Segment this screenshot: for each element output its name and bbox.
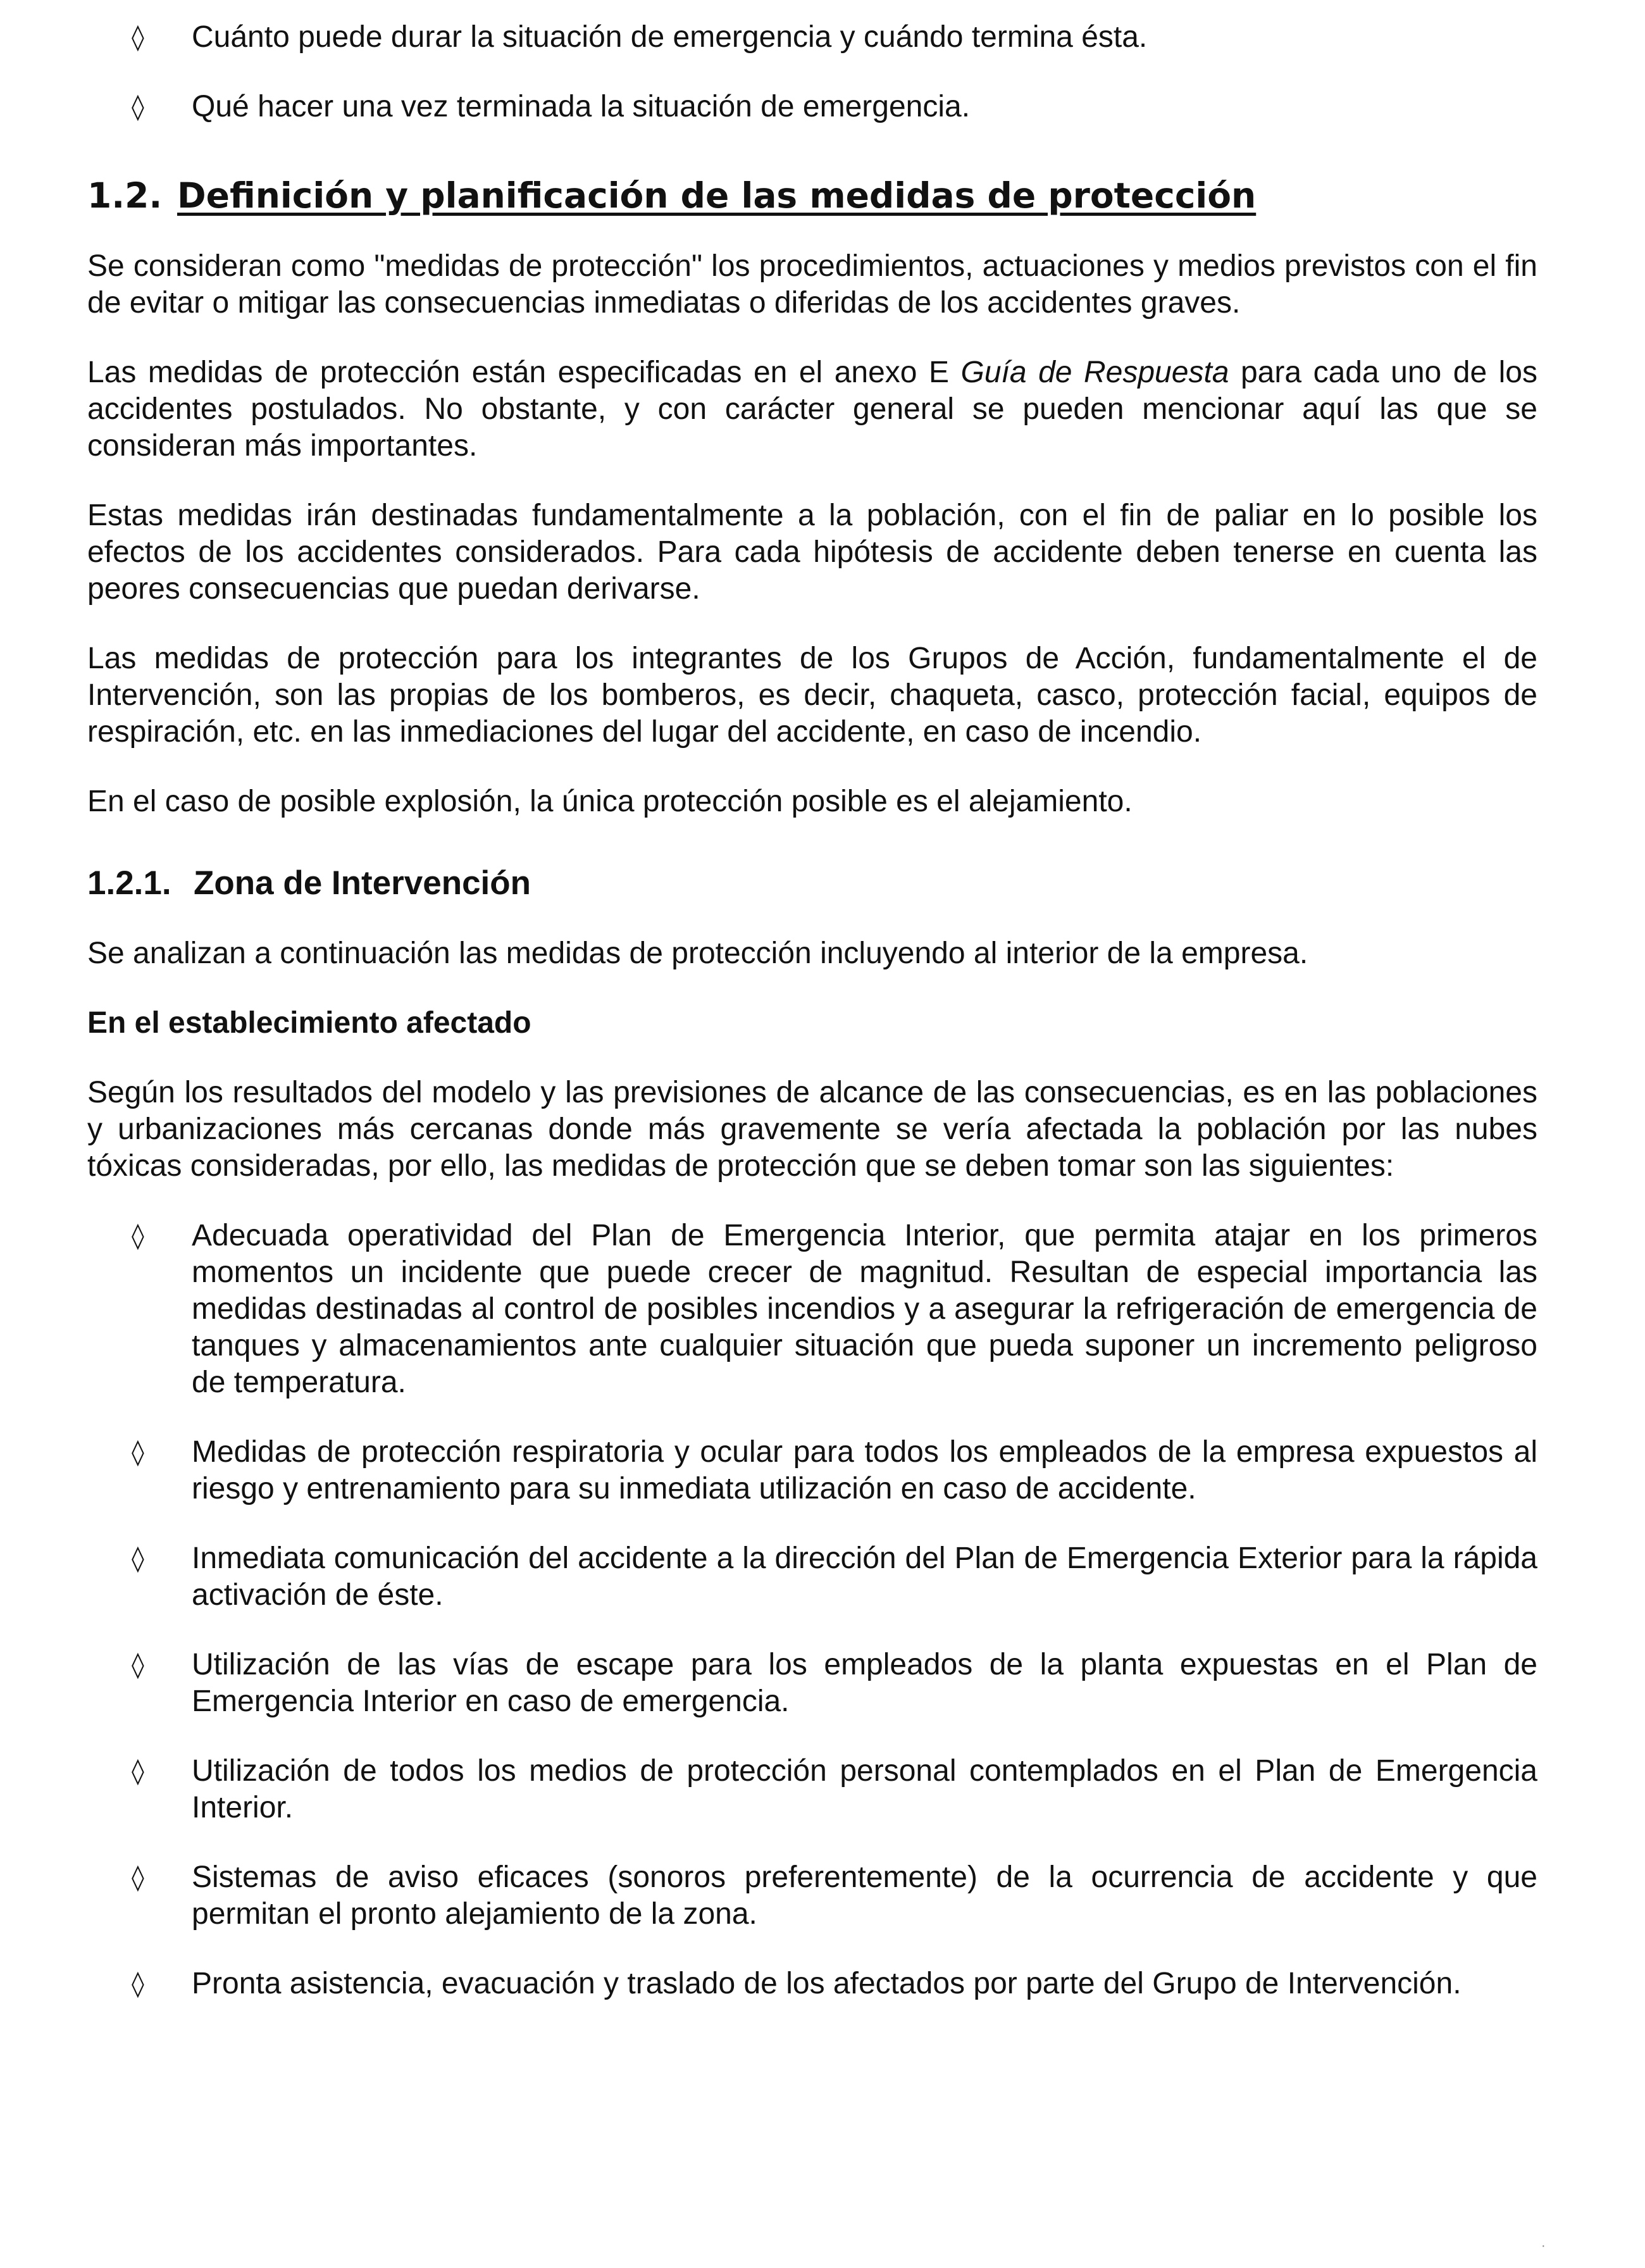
- subheading-establishment: En el establecimiento afectado: [87, 1006, 531, 1040]
- document-page: [87, 19, 1537, 2035]
- list-item-text: Adecuada operatividad del Plan de Emergencia Interior, que permita atajar en los primeros momentos un incidente que puede crecer de magnitud. Resultan de especial importancia las medidas destinadas al control de posibles incendios y a asegurar la refrigeración de emergencia de tanques y almacenamientos ante cualquier situación que pueda suponer un incremento peligroso de temperatura.: [192, 1219, 1537, 1399]
- scan-speck: ·: [1541, 2239, 1546, 2253]
- list-item: [87, 1966, 1537, 2002]
- list-item: [87, 1647, 1537, 1720]
- list-item: [87, 1540, 1537, 1614]
- annex-title: Guía de Respuesta: [960, 356, 1229, 389]
- paragraph-text: para cada uno de los accidentes postulados. No obstante, y con carácter general se pueden mencionar aquí las que se consideran más importantes.: [87, 356, 1538, 463]
- measures-list: [87, 1218, 1537, 2002]
- list-item: [87, 1218, 1537, 1401]
- diamond-bullet-icon: ◊: [132, 1863, 144, 1892]
- section-heading: [87, 175, 1537, 216]
- diamond-bullet-icon: ◊: [132, 1438, 144, 1467]
- diamond-bullet-icon: ◊: [132, 1757, 144, 1786]
- list-item: [87, 19, 1537, 56]
- diamond-bullet-icon: ◊: [132, 23, 144, 52]
- list-item-text: Inmediata comunicación del accidente a la dirección del Plan de Emergencia Exterior para la rápida activación de éste.: [192, 1542, 1537, 1612]
- subsection-heading: [87, 863, 1537, 904]
- diamond-bullet-icon: ◊: [132, 1544, 144, 1573]
- list-item-text: Medidas de protección respiratoria y ocular para todos los empleados de la empresa expuestos al riesgo y entrenamiento para su inmediata utilización en caso de accidente.: [192, 1435, 1537, 1505]
- paragraph-lead: Según los resultados del modelo y las previsiones de alcance de las consecuencias, es en las poblaciones y urbanizaciones más cercanas donde más gravemente se vería afectada la población por las nubes tóxicas consideradas, por ello, las medidas de protección que se deben tomar son las siguientes:: [87, 1076, 1537, 1183]
- list-item-text: Cuánto puede durar la situación de emergencia y cuándo termina ésta.: [192, 20, 1148, 54]
- paragraph-definition: Se consideran como "medidas de protección" los procedimientos, actuaciones y medios previstos con el fin de evitar o mitigar las consecuencias inmediatas o diferidas de los accidentes graves.: [87, 249, 1537, 320]
- list-item-text: Sistemas de aviso eficaces (sonoros preferentemente) de la ocurrencia de accidente y que permitan el pronto alejamiento de la zona.: [192, 1860, 1537, 1931]
- subsection-title: Zona de Intervención: [194, 864, 531, 902]
- list-item: [87, 1859, 1537, 1933]
- diamond-bullet-icon: ◊: [132, 1221, 144, 1250]
- paragraph-population: Estas medidas irán destinadas fundamentalmente a la población, con el fin de paliar en lo posible los efectos de los accidentes considerados. Para cada hipótesis de accidente deben tenerse en cuenta las peores consecuencias que puedan derivarse.: [87, 499, 1537, 606]
- section-number: 1.2.: [87, 175, 163, 216]
- list-item-text: Pronta asistencia, evacuación y traslado de los afectados por parte del Grupo de Intervención.: [192, 1967, 1462, 2000]
- paragraph-explosion: En el caso de posible explosión, la única protección posible es el alejamiento.: [87, 785, 1133, 818]
- list-item-text: Utilización de las vías de escape para los empleados de la planta expuestas en el Plan de Emergencia Interior en caso de emergencia.: [192, 1648, 1537, 1718]
- list-item: [87, 1753, 1537, 1826]
- paragraph-intro: Se analizan a continuación las medidas de protección incluyendo al interior de la empresa.: [87, 937, 1308, 970]
- paragraph-text: Las medidas de protección están especificadas en el anexo E: [87, 356, 961, 389]
- list-item-text: Utilización de todos los medios de protección personal contemplados en el Plan de Emergencia Interior.: [192, 1754, 1537, 1824]
- paragraph-action-groups: Las medidas de protección para los integrantes de los Grupos de Acción, fundamentalmente el de Intervención, son las propias de los bomberos, es decir, chaqueta, casco, protección facial, equipos de respiración, etc. en las inmediaciones del lugar del accidente, en caso de incendio.: [87, 642, 1537, 749]
- diamond-bullet-icon: ◊: [132, 1650, 144, 1679]
- subsection-number: 1.2.1.: [87, 864, 171, 902]
- paragraph-annex-reference: [87, 354, 1537, 464]
- continued-bullet-list: [87, 19, 1537, 125]
- list-item-text: Qué hacer una vez terminada la situación de emergencia.: [192, 90, 971, 123]
- list-item: [87, 1434, 1537, 1507]
- list-item: [87, 89, 1537, 125]
- diamond-bullet-icon: ◊: [132, 1969, 144, 1998]
- section-title: Definición y planificación de las medidas de protección: [177, 175, 1257, 216]
- diamond-bullet-icon: ◊: [132, 92, 144, 122]
